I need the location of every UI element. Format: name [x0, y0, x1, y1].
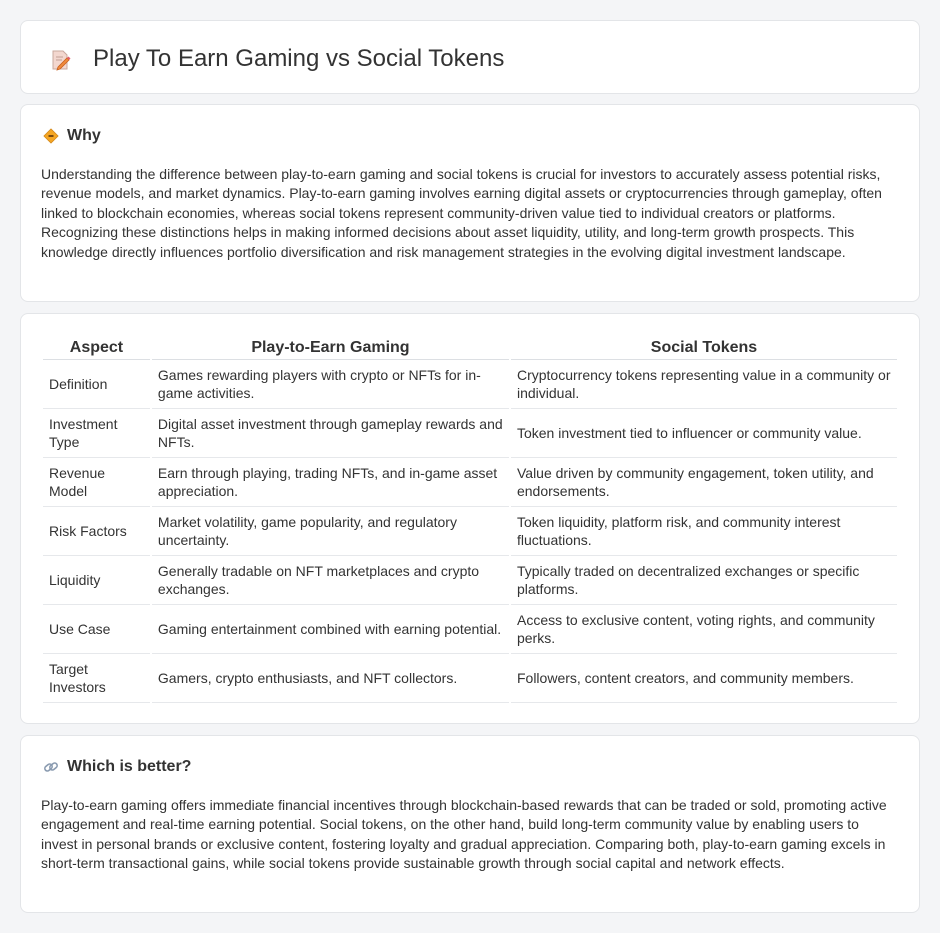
why-heading	[43, 127, 101, 145]
row-play-to-earn: Gamers, crypto enthusiasts, and NFT collectors.	[152, 654, 509, 703]
row-aspect: Definition	[43, 360, 150, 409]
row-social-tokens: Followers, content creators, and community members.	[511, 654, 897, 703]
header-aspect: Aspect	[43, 336, 150, 360]
row-play-to-earn: Generally tradable on NFT marketplaces and crypto exchanges.	[152, 556, 509, 605]
row-play-to-earn: Digital asset investment through gameplay rewards and NFTs.	[152, 409, 509, 458]
row-social-tokens: Value driven by community engagement, token utility, and endorsements.	[511, 458, 897, 507]
why-body: Understanding the difference between play-to-earn gaming and social tokens is crucial for investors to accurately assess potential risks, revenue models, and market dynamics. Play-to-earn gaming involves earning digital assets or cryptocurrencies through gameplay, often linked to blockchain economies, whereas social tokens represent community-driven value tied to individual creators or platforms. Recognizing these distinctions helps in making informed decisions about asset liquidity, utility, and long-term growth prospects. This knowledge directly influences portfolio diversification and risk management strategies in the evolving digital investment landscape.	[41, 166, 882, 260]
row-social-tokens: Token investment tied to influencer or community value.	[511, 409, 897, 458]
table-header-row	[43, 336, 897, 360]
table-row	[43, 507, 897, 556]
row-aspect: Use Case	[43, 605, 150, 654]
row-play-to-earn: Market volatility, game popularity, and regulatory uncertainty.	[152, 507, 509, 556]
title-card	[20, 20, 920, 94]
row-social-tokens: Access to exclusive content, voting rights, and community perks.	[511, 605, 897, 654]
header-social-tokens: Social Tokens	[511, 336, 897, 360]
table-row	[43, 458, 897, 507]
table-row	[43, 409, 897, 458]
link-icon	[43, 759, 59, 775]
row-aspect: Target Investors	[43, 654, 150, 703]
row-social-tokens: Cryptocurrency tokens representing value in a community or individual.	[511, 360, 897, 409]
table-row	[43, 556, 897, 605]
table-row	[43, 360, 897, 409]
comparison-table-card	[20, 313, 920, 724]
why-section	[20, 104, 920, 302]
row-play-to-earn: Earn through playing, trading NFTs, and in-game asset appreciation.	[152, 458, 509, 507]
row-social-tokens: Typically traded on decentralized exchanges or specific platforms.	[511, 556, 897, 605]
page-title: Play To Earn Gaming vs Social Tokens	[93, 45, 505, 72]
better-body: Play-to-earn gaming offers immediate financial incentives through blockchain-based rewards that can be traded or sold, promoting active engagement and real-time earning potential. Social tokens, on the other hand, build long-term community value by enabling users to invest in personal brands or exclusive content, fostering loyalty and gradual appreciation. Comparing both, play-to-earn gaming excels in short-term transactional gains, while social tokens provide sustainable growth through social capital and network effects.	[41, 797, 887, 872]
better-heading	[43, 758, 191, 776]
better-title: Which is better?	[67, 758, 192, 775]
row-aspect: Revenue Model	[43, 458, 150, 507]
why-title: Why	[67, 127, 101, 144]
row-play-to-earn: Games rewarding players with crypto or NFTs for in-game activities.	[152, 360, 509, 409]
table-row	[43, 654, 897, 703]
row-aspect: Investment Type	[43, 409, 150, 458]
row-aspect: Liquidity	[43, 556, 150, 605]
row-social-tokens: Token liquidity, platform risk, and community interest fluctuations.	[511, 507, 897, 556]
row-aspect: Risk Factors	[43, 507, 150, 556]
comparison-table	[41, 336, 899, 703]
diamond-sign-icon	[43, 128, 59, 144]
header-play-to-earn: Play-to-Earn Gaming	[152, 336, 509, 360]
row-play-to-earn: Gaming entertainment combined with earning potential.	[152, 605, 509, 654]
table-row	[43, 605, 897, 654]
which-is-better-section	[20, 735, 920, 913]
pencil-document-icon	[49, 49, 71, 71]
